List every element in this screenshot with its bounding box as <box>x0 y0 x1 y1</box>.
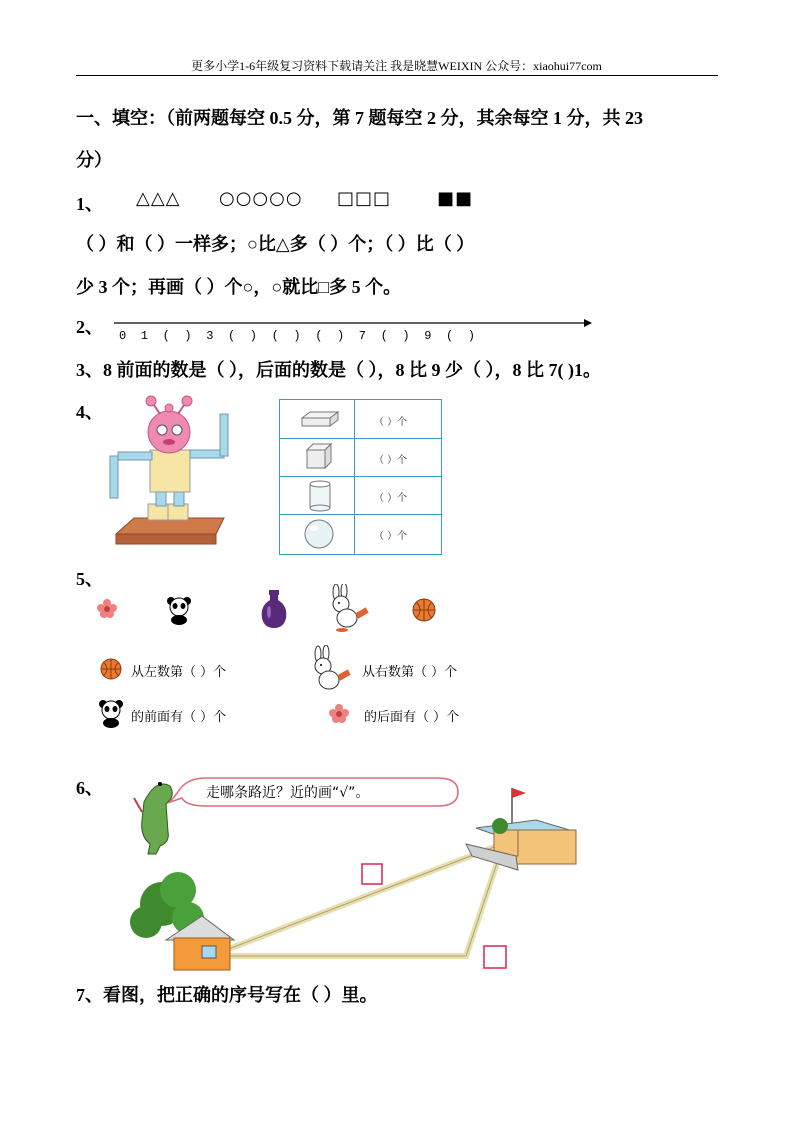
number-line-tick: 3 <box>206 329 214 343</box>
sphere-icon <box>303 518 335 550</box>
lower-route-answer-box[interactable] <box>484 946 506 968</box>
rabbit-icon <box>304 645 360 697</box>
vase-icon <box>258 588 290 630</box>
header-rule <box>76 75 718 76</box>
cuboid-icon <box>298 408 340 430</box>
table-row-count: （ ）个 <box>374 417 408 428</box>
q5-before-count: 的前面有（ ）个 <box>131 710 227 725</box>
basketball-icon <box>410 597 438 623</box>
robot-picture <box>104 392 234 560</box>
shape-count-table <box>279 399 442 555</box>
q4-label: 4、 <box>76 402 103 422</box>
number-line-tick: ) <box>293 329 301 343</box>
q1-label: 1、 <box>76 194 103 214</box>
rabbit-icon <box>322 584 376 634</box>
route-picture <box>126 772 596 972</box>
number-line-tick: ) <box>249 329 257 343</box>
cylinder-icon <box>308 480 332 512</box>
q2-label: 2、 <box>76 317 103 337</box>
number-line-tick: 1 <box>140 329 148 343</box>
speech-bubble-text: 走哪条路近？近的画“√”。 <box>206 785 370 801</box>
panda-icon <box>98 699 124 729</box>
q6-label: 6、 <box>76 778 103 798</box>
panda-icon <box>166 596 192 626</box>
table-row-count: （ ）个 <box>374 531 408 542</box>
number-line-tick: ) <box>402 329 410 343</box>
q5-label: 5、 <box>76 569 103 589</box>
table-row-count: （ ）个 <box>374 493 408 504</box>
q1-line1: （ ）和（ ）一样多；○比△多（ ）个；（ ）比（ ） <box>76 234 475 254</box>
number-line-tick: ( <box>162 329 170 343</box>
q1-line2: 少 3 个；再画（ ）个○，○就比□多 5 个。 <box>76 277 402 297</box>
q5-right-count: 从右数第（ ）个 <box>362 665 458 680</box>
number-line-tick: ( <box>315 329 323 343</box>
number-line-tick: 7 <box>358 329 366 343</box>
number-line-tick: ) <box>184 329 192 343</box>
flower-icon <box>328 703 350 723</box>
q5-after-count: 的后面有（ ）个 <box>364 710 460 725</box>
cube-icon <box>304 442 334 472</box>
q5-left-count: 从左数第（ ）个 <box>131 665 227 680</box>
q3-text: 3、8 前面的数是（ ），后面的数是（ ），8 比 9 少（ ），8 比 7( )1。 <box>76 360 601 380</box>
flower-icon <box>96 598 118 618</box>
number-line-tick: ) <box>337 329 345 343</box>
table-row-divider <box>280 514 441 515</box>
number-line-tick: ( <box>271 329 279 343</box>
number-line-tick: 0 <box>119 329 127 343</box>
table-row-divider <box>280 438 441 439</box>
number-line-tick: 9 <box>424 329 432 343</box>
number-line-tick: ) <box>467 329 475 343</box>
page-header: 更多小学1-6年级复习资料下载请关注 我是晓慧WEIXIN 公众号：xiaohui77com <box>191 59 602 73</box>
q7-text: 7、看图，把正确的序号写在（ ）里。 <box>76 985 378 1005</box>
upper-route-answer-box[interactable] <box>362 864 382 884</box>
number-line-tick: ( <box>380 329 388 343</box>
table-divider <box>354 400 355 554</box>
square-shapes: □□□ <box>337 188 392 209</box>
triangle-shapes: △△△ <box>136 188 181 209</box>
filled-square-shapes: ■■ <box>437 188 474 209</box>
table-row-count: （ ）个 <box>374 455 408 466</box>
basketball-icon <box>98 657 124 681</box>
number-line-tick: ( <box>228 329 236 343</box>
table-row-divider <box>280 476 441 477</box>
number-line <box>110 314 594 340</box>
section1-title-line2: 分） <box>76 150 112 170</box>
section1-title-line1: 一、填空：（前两题每空 0.5 分，第 7 题每空 2 分，其余每空 1 分，共 23 <box>76 108 643 128</box>
number-line-tick: ( <box>446 329 454 343</box>
circle-shapes: ○○○○○ <box>219 188 303 209</box>
